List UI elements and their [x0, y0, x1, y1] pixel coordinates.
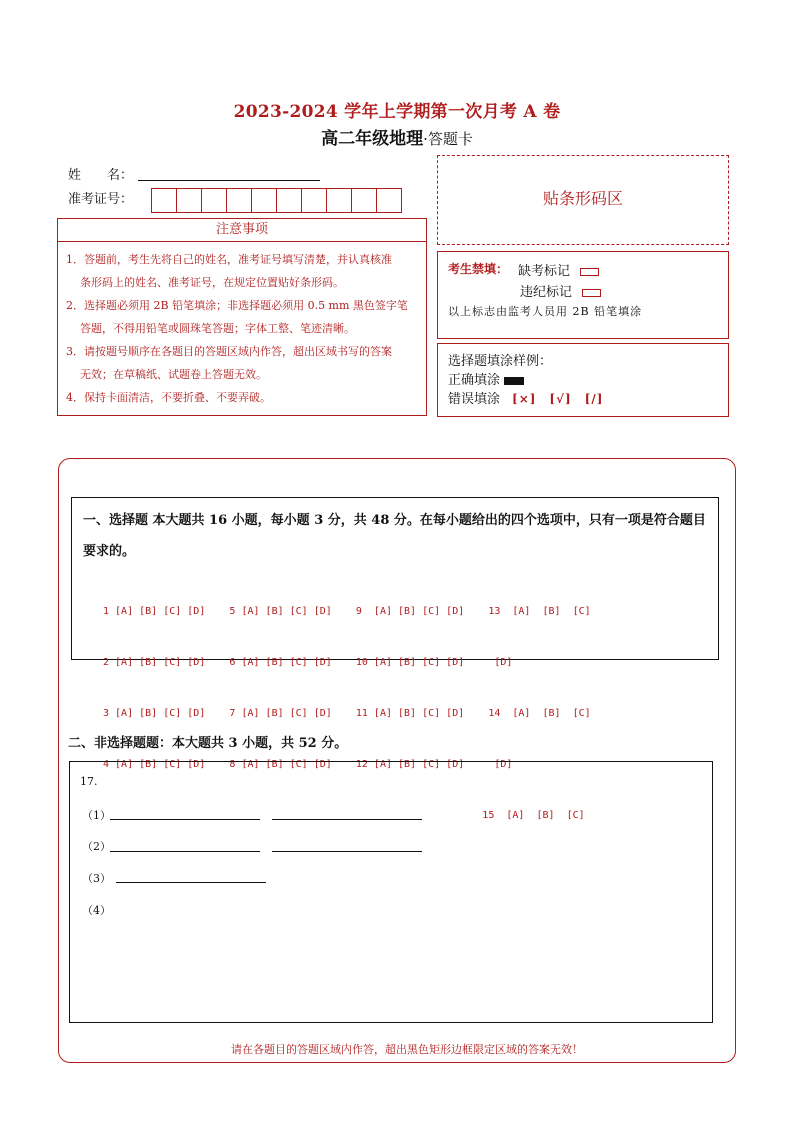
nonchoice-section-title: 二、非选择题题：本大题共 3 小题，共 52 分。 [68, 736, 348, 751]
id-digit-box[interactable] [351, 188, 377, 213]
part-label: （3） [82, 872, 111, 885]
notice-line: 条形码上的姓名、准考证号，在规定位置贴好条形码。 [80, 276, 344, 289]
footer-warning: 请在各题目的答题区域内作答，超出黑色矩形边框限定区域的答案无效！ [231, 1043, 583, 1056]
violation-mark-row [518, 281, 601, 300]
id-digit-box[interactable] [276, 188, 302, 213]
choice-row[interactable]: 3 [A] [B] [C] [D] 7 [A] [B] [C] [D] 11 [A] [B] [C] [D] 14 [A] [B] [C] [103, 708, 591, 719]
choice-section-instructions: 一、选择题 本大题共 16 小题，每小题 3 分，共 48 分。在每小题给出的四个选项中，只有一项是符合题目要求的。 [83, 513, 706, 559]
notice-item [66, 340, 418, 386]
choice-row[interactable]: 2 [A] [B] [C] [D] 6 [A] [B] [C] [D] 10 [A] [B] [C] [D] [D] [103, 657, 513, 668]
part-label: （1） [82, 809, 111, 822]
id-digit-box[interactable] [151, 188, 177, 213]
part-label: （2） [82, 840, 111, 853]
notice-line: 4．保持卡面清洁，不要折叠、不要弄破。 [66, 391, 271, 404]
id-digit-box[interactable] [301, 188, 327, 213]
fill-sample-box [437, 343, 729, 417]
notice-item [66, 386, 418, 409]
notice-title: 注意事项 [57, 218, 427, 242]
id-label: 准考证号： [68, 192, 134, 207]
card-title-main: 高二年级地理 [321, 129, 424, 149]
part-label: （4） [82, 904, 111, 917]
answer-blank[interactable] [116, 882, 266, 883]
answer-blank[interactable] [272, 819, 422, 820]
violation-mark-label: 违纪标记 [520, 285, 573, 300]
notice-line: 2．选择题必须用 2B 铅笔填涂；非选择题必须用 0.5 mm 黑色签字笔 [66, 299, 408, 312]
exam-title: 2023-2024 学年上学期第一次月考 A 卷 [233, 102, 561, 122]
examiner-note: 以上标志由监考人员用 2B 铅笔填涂 [448, 305, 643, 318]
answer-blank[interactable] [272, 851, 422, 852]
id-number-boxes[interactable] [151, 188, 401, 213]
nonchoice-answer-box[interactable] [69, 761, 713, 1023]
wrong-fill-label: 错误填涂 [448, 392, 501, 407]
card-title-suffix: ·答题卡 [423, 130, 473, 148]
id-digit-box[interactable] [251, 188, 277, 213]
name-label: 姓 名： [68, 168, 134, 183]
choice-row[interactable]: 1 [A] [B] [C] [D] 5 [A] [B] [C] [D] 9 [A] [B] [C] [D] 13 [A] [B] [C] [103, 606, 591, 617]
answer-blank[interactable] [110, 819, 260, 820]
id-digit-box[interactable] [376, 188, 402, 213]
choice-row[interactable]: 15 [A] [B] [C] [103, 810, 585, 821]
notice-line: 无效；在草稿纸、试题卷上答题无效。 [80, 368, 267, 381]
filled-mark-icon [504, 377, 524, 385]
id-digit-box[interactable] [326, 188, 352, 213]
barcode-area [437, 155, 729, 245]
wrong-fill-row [448, 390, 718, 409]
question-number: 17. [80, 775, 98, 788]
examiner-only-title: 考生禁填： [448, 262, 509, 276]
choice-row[interactable]: 4 [A] [B] [C] [D] 8 [A] [B] [C] [D] 12 [A] [B] [C] [D] [D] [103, 759, 513, 770]
notice-line: 答题，不得用铅笔或圆珠笔答题；字体工整、笔迹清晰。 [80, 322, 355, 335]
absent-mark-row [518, 260, 601, 279]
notice-box [57, 241, 427, 416]
notice-line: 3．请按题号顺序在各题目的答题区域内作答，超出区域书写的答案 [66, 345, 392, 358]
id-digit-box[interactable] [201, 188, 227, 213]
correct-fill-label: 正确填涂 [448, 373, 501, 388]
examiner-only-box [437, 251, 729, 339]
absent-mark-box[interactable] [580, 268, 599, 276]
correct-fill-row [448, 371, 718, 390]
notice-item [66, 294, 418, 340]
notice-item [66, 248, 418, 294]
id-digit-box[interactable] [226, 188, 252, 213]
name-field[interactable] [138, 180, 320, 181]
sample-title: 选择题填涂样例： [448, 354, 553, 369]
wrong-marks: [×] [√] [/] [512, 392, 604, 406]
violation-mark-box[interactable] [582, 289, 601, 297]
barcode-label: 贴条形码区 [542, 189, 623, 208]
card-title [0, 124, 794, 149]
notice-line: 1．答题前，考生先将自己的姓名，准考证号填写清楚，并认真核准 [66, 253, 392, 266]
absent-mark-label: 缺考标记 [518, 264, 571, 279]
answer-blank[interactable] [110, 851, 260, 852]
id-digit-box[interactable] [176, 188, 202, 213]
